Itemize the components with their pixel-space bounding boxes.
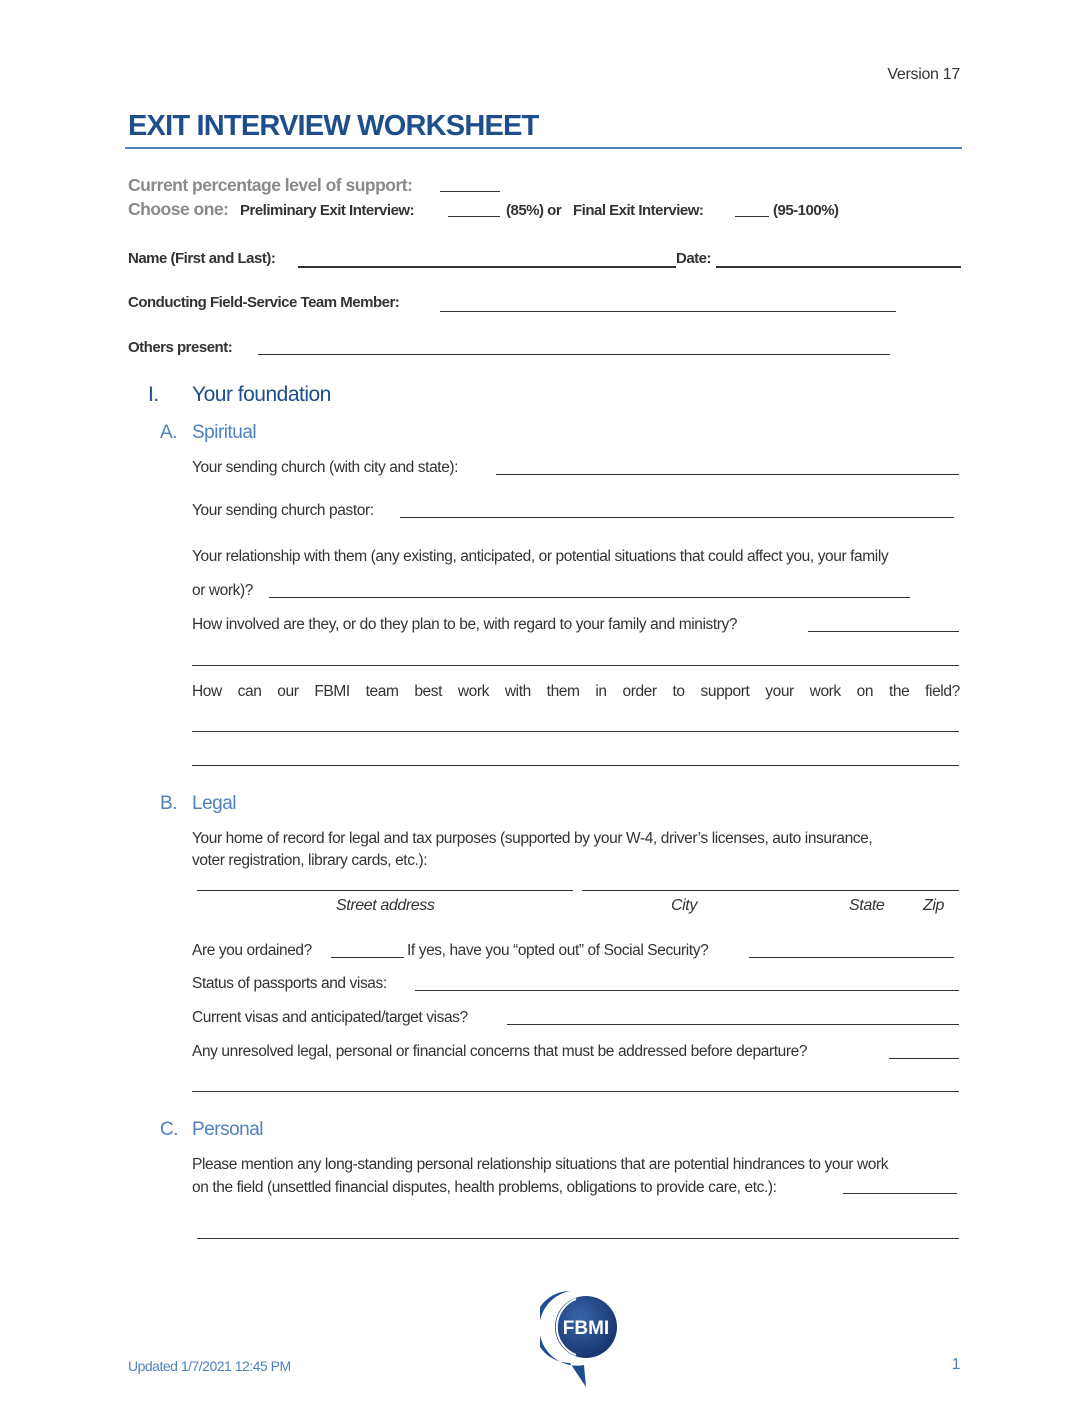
preliminary-field[interactable] [448, 216, 500, 217]
fbmi-question-word: in [595, 683, 607, 700]
section-number: I. [148, 383, 159, 406]
subsection-title-personal: Personal [192, 1119, 263, 1140]
social-security-field[interactable] [749, 957, 954, 958]
subsection-letter-c: C. [160, 1119, 178, 1140]
fbmi-logo-icon [540, 1285, 620, 1390]
city-caption: City [671, 897, 697, 914]
home-record-question-line1: Your home of record for legal and tax purposes (supported by your W-4, driver’s licenses, auto insurance, [192, 830, 873, 847]
final-percent: (95-100%) [773, 202, 839, 219]
final-field[interactable] [735, 216, 769, 217]
sending-church-label: Your sending church (with city and state): [192, 459, 459, 476]
title-divider [125, 147, 962, 149]
involvement-question: How involved are they, or do they plan to be, with regard to your family and ministry? [192, 616, 738, 633]
name-field[interactable] [298, 266, 676, 268]
involvement-field-continued[interactable] [192, 665, 959, 666]
social-security-label: If yes, have you “opted out” of Social Security? [407, 942, 709, 959]
date-field[interactable] [716, 266, 961, 268]
personal-field-continued[interactable] [197, 1238, 959, 1239]
fbmi-question-word: with [504, 683, 531, 700]
fbmi-question-word: best [414, 683, 443, 700]
zip-caption: Zip [923, 897, 945, 914]
fbmi-logo [540, 1285, 620, 1390]
page-title: EXIT INTERVIEW WORKSHEET [128, 110, 539, 142]
fbmi-question-word: FBMI [314, 683, 350, 700]
passports-label: Status of passports and visas: [192, 975, 387, 992]
fbmi-question-word: the [888, 683, 910, 700]
section-title: Your foundation [192, 383, 331, 406]
date-label: Date: [676, 250, 712, 267]
ordained-field[interactable] [331, 957, 404, 958]
personal-question-line1: Please mention any long-standing personal relationship situations that are potential hindrances to your work [192, 1156, 889, 1173]
fbmi-question-word: team [365, 683, 399, 700]
fbmi-question-word: field? [925, 683, 960, 700]
subsection-title-legal: Legal [192, 793, 236, 814]
involvement-field[interactable] [808, 631, 959, 632]
sending-pastor-label: Your sending church pastor: [192, 502, 374, 519]
street-address-field[interactable] [197, 890, 573, 891]
preliminary-percent: (85%) or [506, 202, 562, 219]
others-present-label: Others present: [128, 339, 233, 356]
subsection-letter-b: B. [160, 793, 177, 814]
current-support-label: Current percentage level of support: [128, 175, 413, 195]
page-number: 1 [951, 1356, 960, 1373]
city-state-zip-field[interactable] [582, 890, 959, 891]
fbmi-question-word: your [765, 683, 794, 700]
street-address-caption: Street address [336, 897, 435, 914]
others-present-field[interactable] [258, 354, 890, 355]
fbmi-question-word: work [809, 683, 841, 700]
fbmi-question-word: How [192, 683, 222, 700]
relationship-question-line2: or work)? [192, 582, 253, 599]
fbmi-question-word: them [546, 683, 580, 700]
fbmi-question-word: on [856, 683, 874, 700]
final-label: Final Exit Interview: [573, 202, 704, 219]
personal-question-line2: on the field (unsettled financial disputes, health problems, obligations to provide care, etc.): [192, 1179, 777, 1196]
fbmi-question-word: support [700, 683, 750, 700]
relationship-field[interactable] [269, 597, 910, 598]
sending-pastor-field[interactable] [400, 517, 954, 518]
choose-one-label: Choose one: [128, 199, 229, 219]
passports-field[interactable] [415, 990, 959, 991]
version-label: Version 17 [887, 66, 960, 83]
relationship-question-line1: Your relationship with them (any existing, anticipated, or potential situations that could affect you, your family [192, 548, 889, 565]
conducting-label: Conducting Field-Service Team Member: [128, 294, 400, 311]
fbmi-question-word: to [672, 683, 685, 700]
visas-field[interactable] [507, 1024, 959, 1025]
current-support-field[interactable] [440, 191, 500, 192]
subsection-letter-a: A. [160, 422, 177, 443]
fbmi-team-field-2[interactable] [192, 765, 959, 766]
fbmi-question-word: work [457, 683, 490, 700]
logo-text: FBMI [562, 1318, 610, 1339]
preliminary-label: Preliminary Exit Interview: [240, 202, 415, 219]
home-record-question-line2: voter registration, library cards, etc.): [192, 852, 428, 869]
unresolved-concerns-field-continued[interactable] [192, 1091, 959, 1092]
fbmi-question-word: order [622, 683, 657, 700]
subsection-title-spiritual: Spiritual [192, 422, 257, 443]
unresolved-concerns-field[interactable] [889, 1058, 959, 1059]
unresolved-concerns-label: Any unresolved legal, personal or financial concerns that must be addressed before departure? [192, 1043, 808, 1060]
name-label: Name (First and Last): [128, 250, 276, 267]
updated-timestamp: Updated 1/7/2021 12:45 PM [128, 1358, 291, 1374]
conducting-field[interactable] [440, 311, 896, 312]
fbmi-team-field-1[interactable] [192, 731, 959, 732]
sending-church-field[interactable] [496, 474, 959, 475]
fbmi-question-word: can [237, 683, 262, 700]
state-caption: State [849, 897, 885, 914]
fbmi-question-word: our [277, 683, 299, 700]
fbmi-team-question [192, 683, 960, 701]
personal-field[interactable] [843, 1193, 957, 1194]
ordained-label: Are you ordained? [192, 942, 312, 959]
visas-label: Current visas and anticipated/target visas? [192, 1009, 468, 1026]
